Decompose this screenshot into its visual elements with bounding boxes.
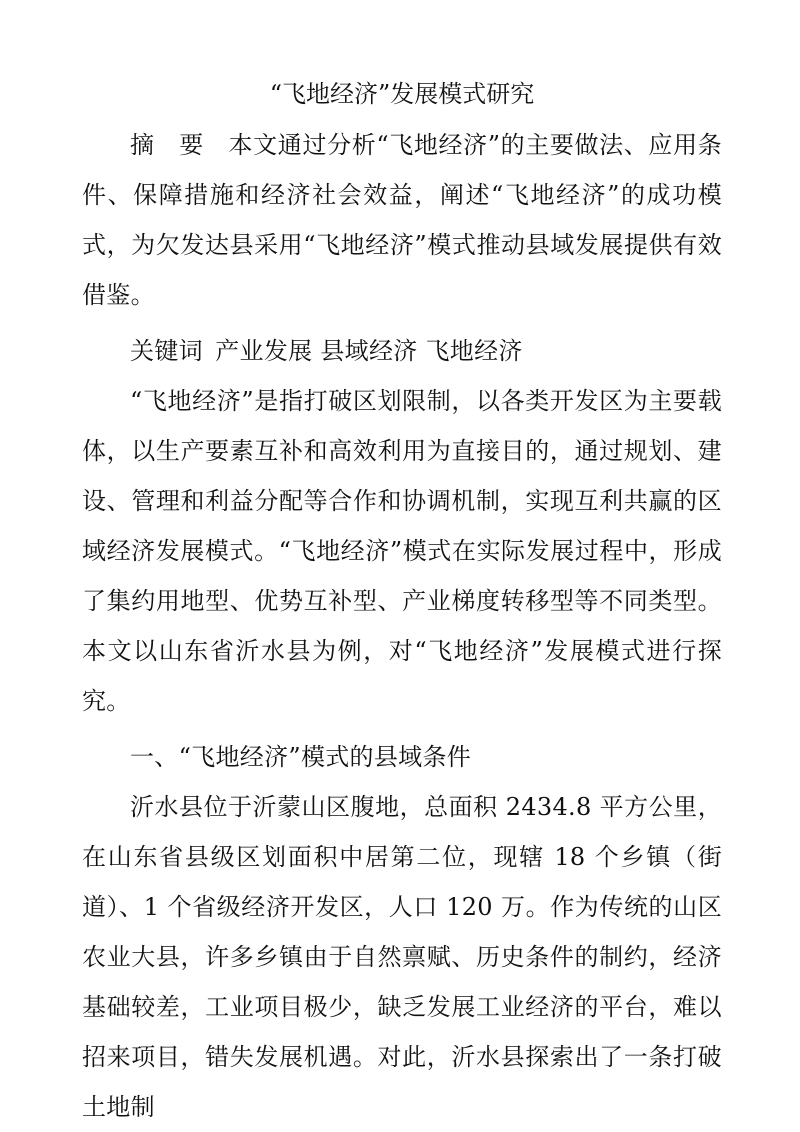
section-heading: 一、“飞地经济”模式的县域条件 [130, 743, 472, 771]
keywords-label: 关键词 [130, 337, 203, 365]
keywords-paragraph [82, 326, 722, 376]
intro-paragraph: “飞地经济”是指打破区划限制，以各类开发区为主要载体，以生产要素互补和高效利用为直接目的，通过规划、建设、管理和利益分配等合作和协调机制，实现互利共赢的区域经济发展模式。“飞地经济”模式在实际发展过程中，形成了集约用地型、优势互补型、产业梯度转移型等不同类型。本文以山东省沂水县为例，对“飞地经济”发展模式进行探究。 [82, 387, 722, 715]
section-paragraph: 沂水县位于沂蒙山区腹地，总面积 2434.8 平方公里，在山东省县级区划面积中居第二位，现辖 18 个乡镇（街道）、1 个省级经济开发区，人口 120 万。作为传统的山区农业大县，许多乡镇由于自然禀赋、历史条件的制约，经济基础较差，工业项目极少，缺乏发展工业经济的平台，难以招来项目，错失发展机遇。对此，沂水县探索出了一条打破土地制 [82, 793, 722, 1121]
abstract-paragraph [82, 120, 722, 320]
keywords-text: 产业发展 县域经济 飞地经济 [215, 337, 523, 365]
abstract-label: 摘 要 [130, 131, 204, 159]
document-title: “飞地经济”发展模式研究 [269, 80, 535, 108]
document-page [82, 72, 722, 1132]
abstract-text: 本文通过分析“飞地经济”的主要做法、应用条件、保障措施和经济社会效益，阐述“飞地经济”的成功模式，为欠发达县采用“飞地经济”模式推动县域发展提供有效借鉴。 [82, 131, 722, 309]
